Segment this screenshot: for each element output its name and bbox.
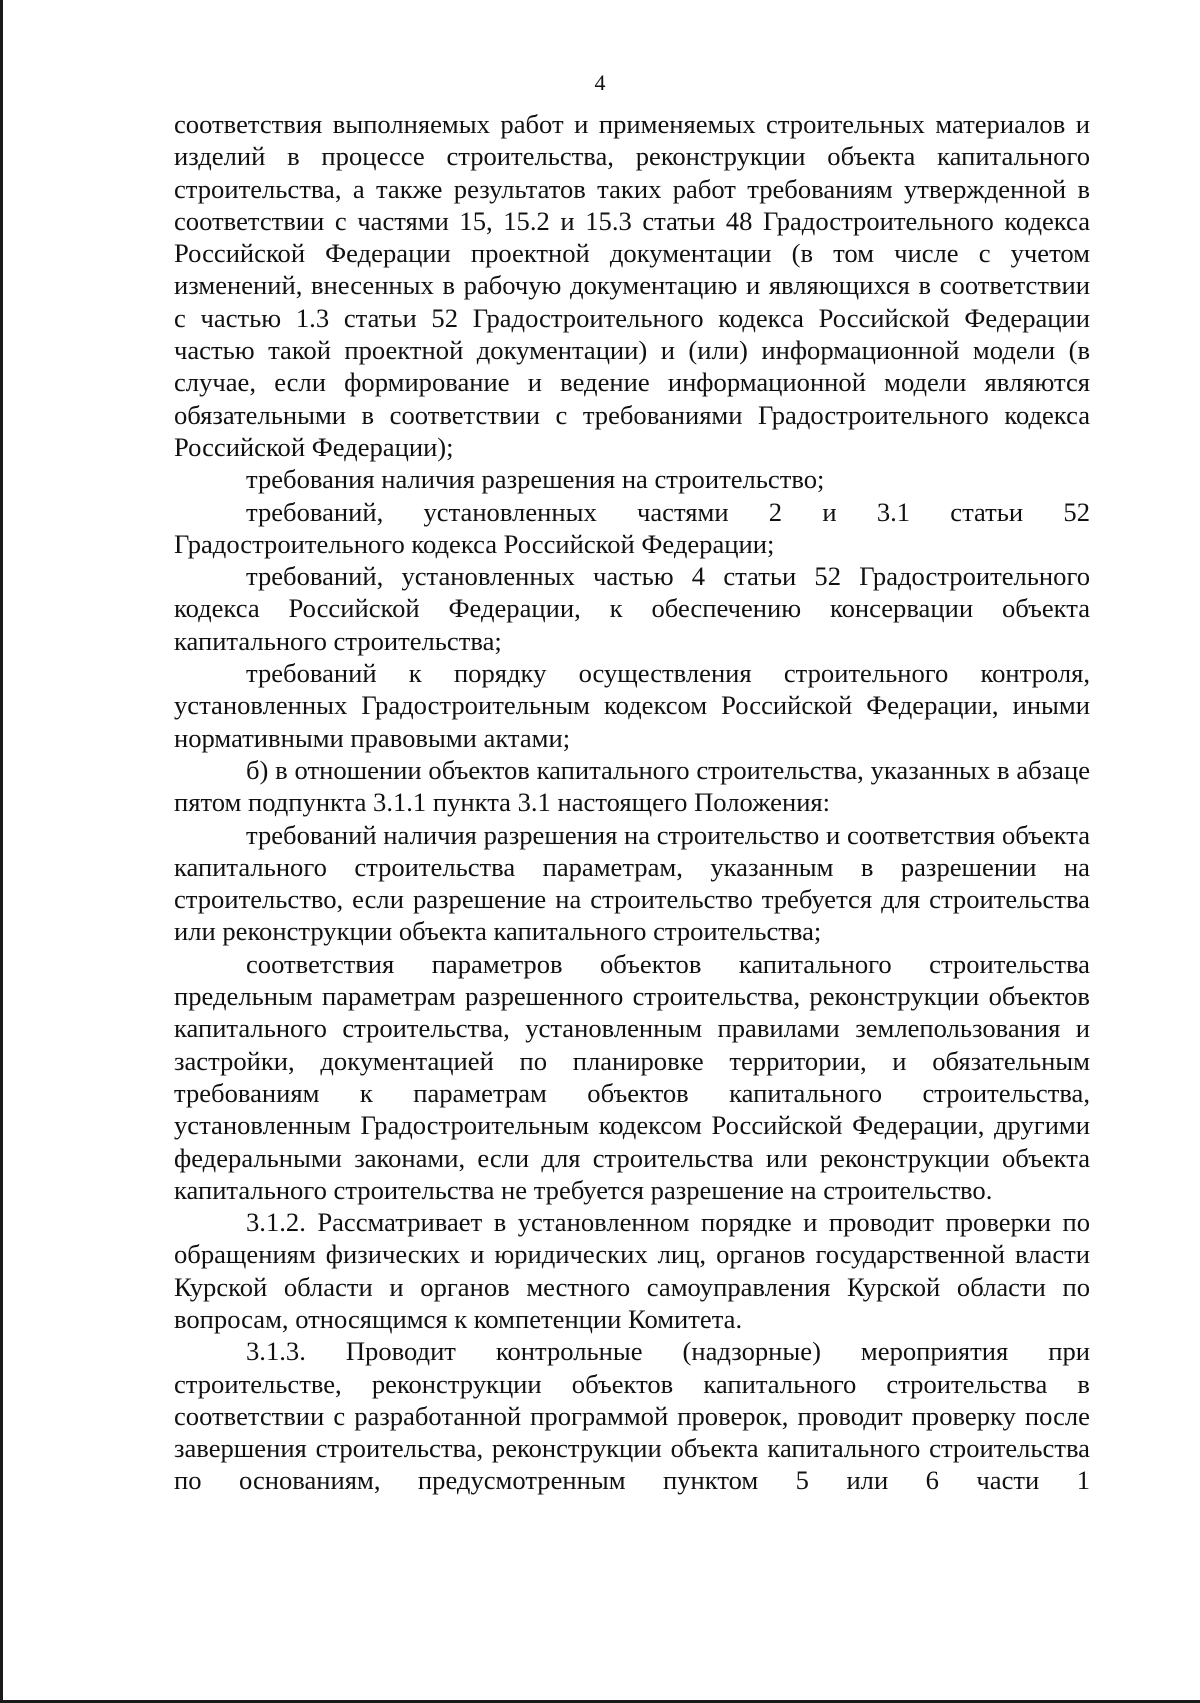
- paragraph-item-b: б) в отношении объектов капитального строительства, указанных в абзаце пятом подпункта 3.1.1 пункта 3.1 настоящего Положения:: [174, 754, 1090, 818]
- paragraph-compliance-works: соответствия выполняемых работ и применяемых строительных материалов и изделий в процессе строительства, реконструкции объекта капитального строительства, а также результатов таких работ требованиям утвержденной в соответствии с частями 15, 15.2 и 15.3 статьи 48 Градостроительного кодекса Российской Федерации проектной документации (в том числе с учетом изменений, внесенных в рабочую документацию и являющихся в соответствии с частью 1.3 статьи 52 Градостроительного кодекса Российской Федерации частью такой проектной документации) и (или) информационной модели (в случае, если формирование и ведение информационной модели являются обязательными в соответствии с требованиями Градостроительного кодекса Российской Федерации);: [174, 109, 1090, 462]
- paragraph-3-1-3: 3.1.3. Проводит контрольные (надзорные) мероприятия при строительстве, реконструкции объектов капитального строительства в соответствии с разработанной программой проверок, проводит проверку после завершения строительства, реконструкции объекта капитального строительства по основаниям, предусмотренным пунктом 5 или 6 части 1: [174, 1336, 1090, 1496]
- document-body: [174, 108, 1090, 1497]
- paragraph-permit-requirement: требования наличия разрешения на строительство;: [246, 464, 825, 495]
- paragraph-construction-control: требований к порядку осуществления строительного контроля, установленных Градостроительным кодексом Российской Федерации, иными нормативными правовыми актами;: [174, 658, 1090, 753]
- paragraph-conservation-requirements: требований, установленных частью 4 статьи 52 Градостроительного кодекса Российской Федерации, к обеспечению консервации объекта капитального строительства;: [174, 561, 1090, 656]
- paragraph-permit-and-parameters: требований наличия разрешения на строительство и соответствия объекта капитального строительства параметрам, указанным в разрешении на строительство, если разрешение на строительство требуется для строительства или реконструкции объекта капитального строительства;: [174, 819, 1090, 947]
- paragraph-requirements-parts-2-3-1: требований, установленных частями 2 и 3.1 статьи 52 Градостроительного кодекса Российской Федерации;: [174, 496, 1090, 559]
- scan-border-left: [0, 0, 3, 1703]
- paragraph-3-1-2: 3.1.2. Рассматривает в установленном порядке и проводит проверки по обращениям физических и юридических лиц, органов государственной власти Курской области и органов местного самоуправления Курской области по вопросам, относящимся к компетенции Комитета.: [174, 1207, 1090, 1334]
- paragraph-parameter-compliance: соответствия параметров объектов капитального строительства предельным параметрам разрешенного строительства, реконструкции объектов капитального строительства, установленным правилами землепользования и застройки, документацией по планировке территории, и обязательным требованиям к параметрам объектов капитального строительства, установленным Градостроительным кодексом Российской Федерации, другими федеральными законами, если для строительства или реконструкции объекта капитального строительства не требуется разрешение на строительство.: [174, 948, 1090, 1205]
- page-number: 4: [594, 70, 606, 95]
